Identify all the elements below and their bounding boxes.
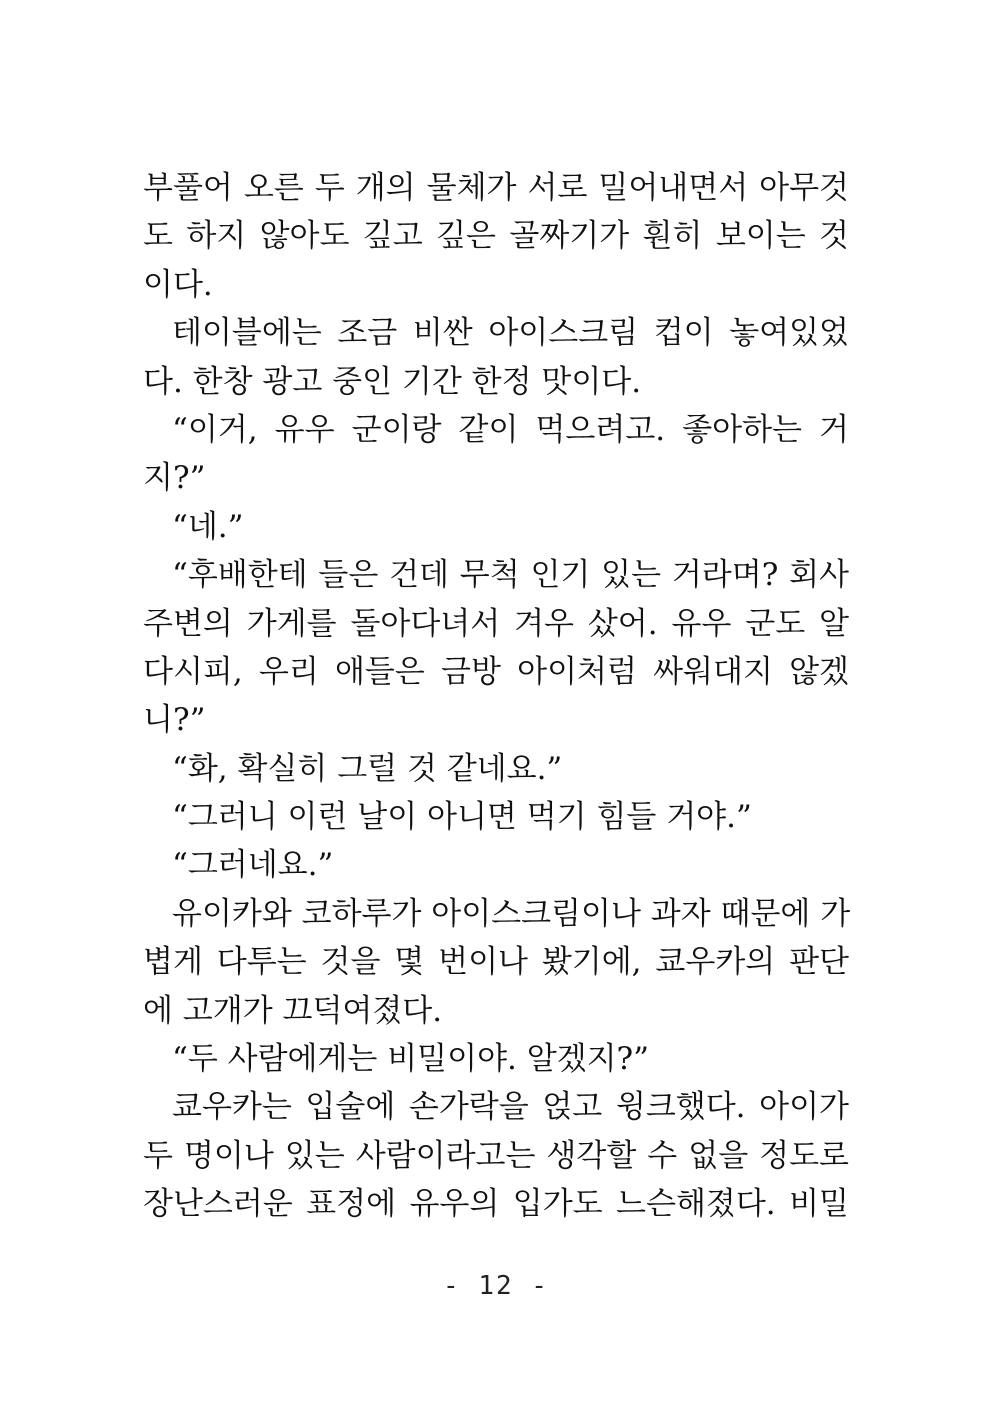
text-line: 에 고개가 끄덕여졌다.	[143, 992, 443, 1029]
text-line: “이거, 유우 군이랑 같이 먹으려고. 좋아하는 거	[172, 411, 849, 448]
text-line: 테이블에는 조금 비싼 아이스크림 컵이 놓여있었	[172, 315, 849, 352]
text-line: 볍게 다투는 것을 몇 번이나 봤기에, 쿄우카의 판단	[143, 944, 849, 981]
text-line: 이다.	[143, 266, 213, 303]
text-line: “두 사람에게는 비밀이야. 알겠지?”	[172, 1041, 650, 1078]
text-line: “그러네요.”	[172, 847, 334, 884]
text-line: 다. 한창 광고 중인 기간 한정 맛이다.	[143, 363, 642, 400]
text-line: 쿄우카는 입술에 손가락을 얹고 윙크했다. 아이가	[172, 1089, 849, 1126]
text-line: 유이카와 코하루가 아이스크림이나 과자 때문에 가	[172, 895, 851, 932]
text-line: 다시피, 우리 애들은 금방 아이처럼 싸워대지 않겠	[143, 653, 849, 690]
text-line: “그러니 이런 날이 아니면 먹기 힘들 거야.”	[172, 799, 752, 836]
text-line: 주변의 가게를 돌아다녀서 겨우 샀어. 유우 군도 알	[143, 605, 849, 642]
text-line: “화, 확실히 그럴 것 같네요.”	[172, 750, 563, 787]
text-line: 부풀어 오른 두 개의 물체가 서로 밀어내면서 아무것	[143, 170, 849, 206]
text-line: “후배한테 들은 건데 무척 인기 있는 거라며? 회사	[172, 557, 849, 594]
body-text	[143, 164, 849, 1229]
text-line: 지?”	[143, 460, 206, 497]
page-number: - 12 -	[443, 1271, 549, 1301]
text-line: 니?”	[143, 702, 206, 739]
text-line: 두 명이나 있는 사람이라고는 생각할 수 없을 정도로	[143, 1137, 849, 1174]
text-line: “네.”	[172, 508, 244, 545]
text-line: 도 하지 않아도 깊고 깊은 골짜기가 훤히 보이는 것	[143, 218, 849, 255]
text-line: 장난스러운 표정에 유우의 입가도 느슨해졌다. 비밀	[143, 1186, 849, 1223]
